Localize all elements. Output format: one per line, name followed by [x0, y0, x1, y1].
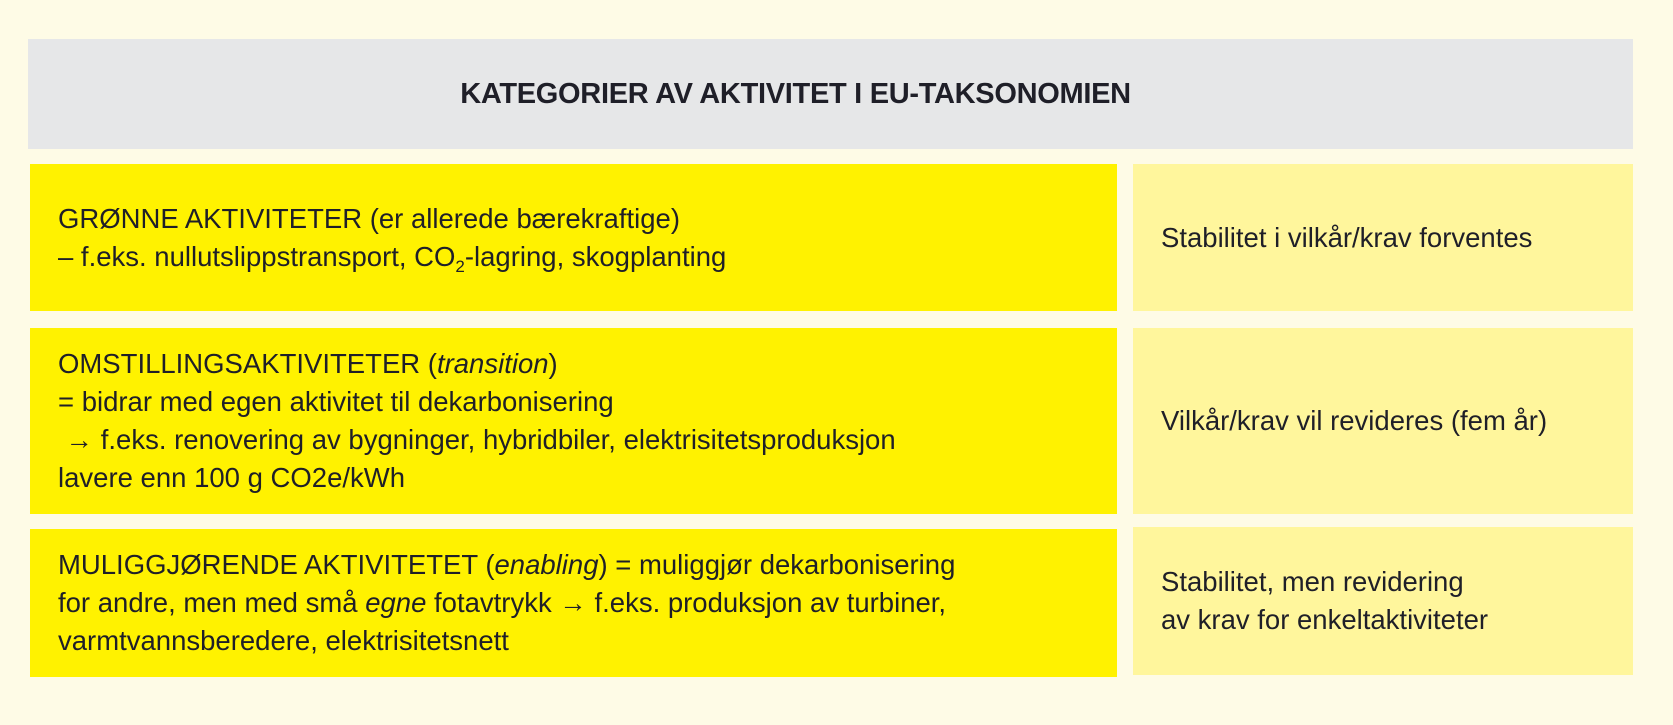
- transition-activities-revision-cell: [1133, 328, 1633, 514]
- enabling-activities-stability-text-1: Stabilitet, men revidering: [1161, 566, 1464, 597]
- enabling-activities-stability-text-2: av krav for enkeltaktiviteter: [1161, 604, 1489, 635]
- enabling-activities-examples: varmtvannsberedere, elektrisitetsnett: [58, 625, 509, 656]
- green-activities-stability-cell: [1133, 164, 1633, 311]
- diagram-title: KATEGORIER AV AKTIVITET I EU-TAKSONOMIEN: [460, 77, 1131, 110]
- green-activities-cell: [30, 164, 1117, 311]
- enabling-activities-heading: MULIGGJØRENDE AKTIVITETET (enabling) = muliggjør dekarbonisering: [58, 549, 956, 580]
- transition-activities-cell: [30, 328, 1117, 514]
- header-bar: [28, 39, 1633, 149]
- green-activities-examples: – f.eks. nullutslippstransport, $CO_2$-lagring, skogplanting: [58, 240, 727, 276]
- transition-activities-description: = bidrar med egen aktivitet til dekarbonisering: [58, 386, 614, 417]
- transition-activities-threshold: lavere enn 100 g CO2e/kWh: [58, 462, 405, 493]
- enabling-activities-stability-cell: [1133, 527, 1633, 675]
- transition-activities-revision-text: Vilkår/krav vil revideres (fem år): [1161, 405, 1548, 436]
- enabling-activities-description: for andre, men med små egne fotavtrykk → f.eks. produksjon av turbiner,: [58, 587, 947, 618]
- green-activities-stability-text: Stabilitet i vilkår/krav forventes: [1161, 221, 1533, 253]
- transition-activities-heading: OMSTILLINGSAKTIVITETER (transition): [58, 348, 558, 379]
- green-activities-heading: GRØNNE AKTIVITETER (er allerede bærekraftige): [58, 202, 680, 234]
- enabling-activities-cell: [30, 529, 1117, 677]
- transition-activities-examples: → f.eks. renovering av bygninger, hybridbiler, elektrisitetsproduksjon: [58, 424, 896, 455]
